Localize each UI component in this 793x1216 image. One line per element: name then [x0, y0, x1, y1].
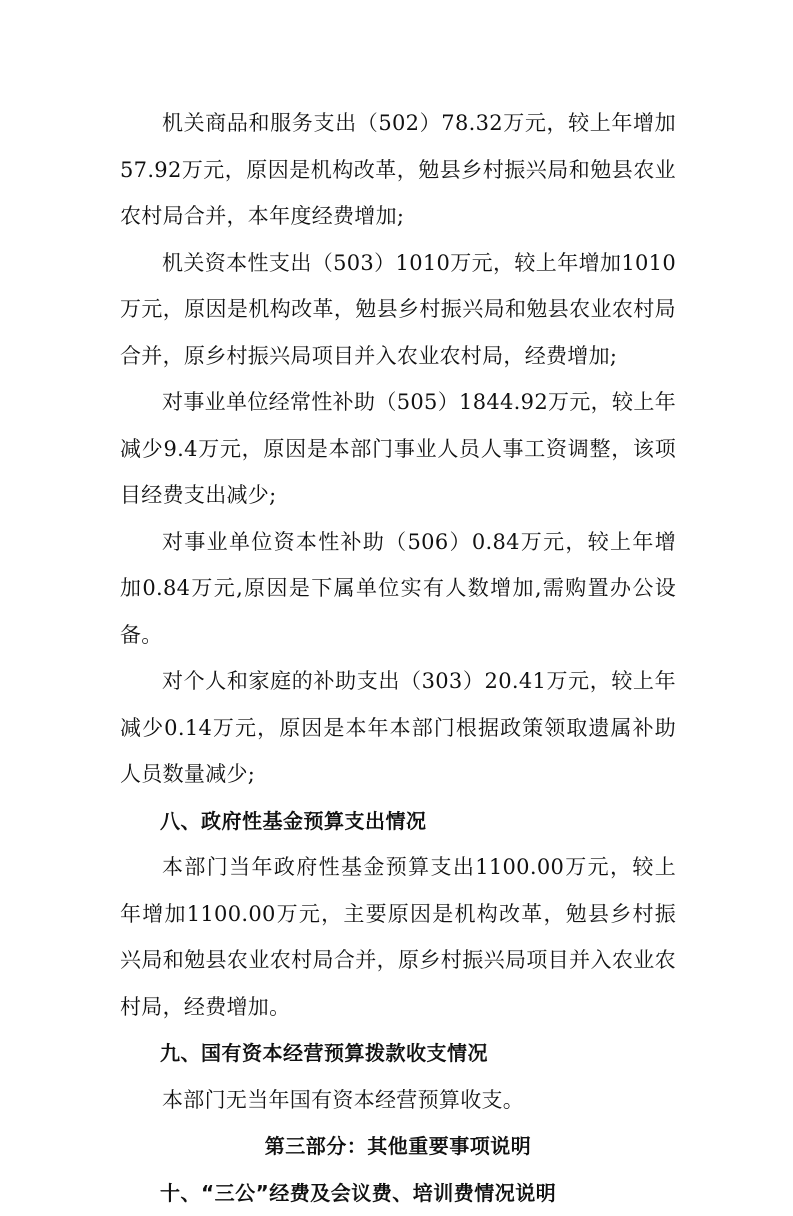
section-9-body: 本部门无当年国有资本经营预算收支。 [120, 1077, 676, 1124]
part-3-title: 第三部分：其他重要事项说明 [120, 1123, 676, 1170]
section-8-body: 本部门当年政府性基金预算支出1100.00万元，较上年增加1100.00万元，主要原因是机构改革，勉县乡村振兴局和勉县农业农村局合并，原乡村振兴局项目并入农业农村局，经费增加。 [120, 844, 676, 1030]
section-10-heading: 十、“三公”经费及会议费、培训费情况说明 [120, 1170, 676, 1216]
paragraph-household-subsidy: 对个人和家庭的补助支出（303）20.41万元，较上年减少0.14万元，原因是本年本部门根据政策领取遗属补助人员数量减少; [120, 658, 676, 798]
section-9-heading: 九、国有资本经营预算拨款收支情况 [120, 1030, 676, 1077]
paragraph-goods-services: 机关商品和服务支出（502）78.32万元，较上年增加57.92万元，原因是机构改革，勉县乡村振兴局和勉县农业农村局合并，本年度经费增加; [120, 100, 676, 240]
section-8-heading: 八、政府性基金预算支出情况 [120, 798, 676, 845]
paragraph-institution-capital-subsidy: 对事业单位资本性补助（506）0.84万元，较上年增加0.84万元,原因是下属单位实有人数增加,需购置办公设备。 [120, 519, 676, 659]
document-page [120, 100, 676, 1216]
paragraph-institution-subsidy: 对事业单位经常性补助（505）1844.92万元，较上年减少9.4万元，原因是本部门事业人员人事工资调整，该项目经费支出减少; [120, 379, 676, 519]
paragraph-capital-expenditure: 机关资本性支出（503）1010万元，较上年增加1010万元，原因是机构改革，勉县乡村振兴局和勉县农业农村局合并，原乡村振兴局项目并入农业农村局，经费增加; [120, 240, 676, 380]
